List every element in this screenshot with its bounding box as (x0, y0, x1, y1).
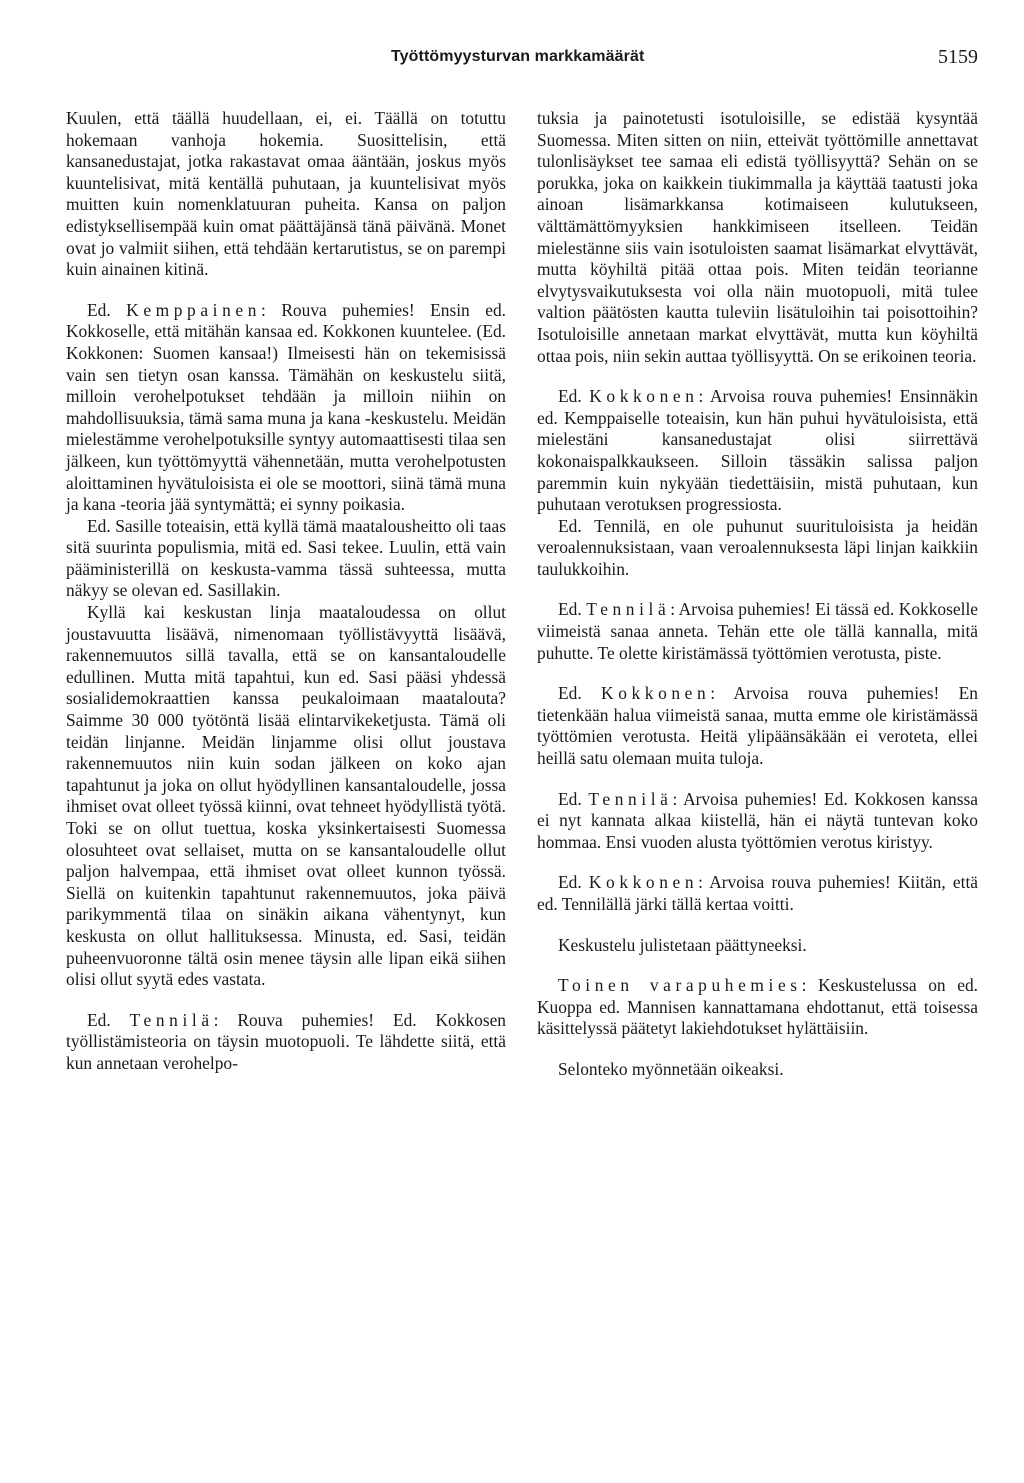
speech-prefix: Ed. (558, 872, 589, 893)
speaker-name: Toinen varapuhemies (558, 975, 802, 996)
page-number: 5159 (938, 46, 978, 68)
speaker-name: Kemppainen (126, 299, 262, 320)
speaker-name: Tennilä (129, 1009, 214, 1030)
speech-kokkonen (537, 386, 978, 516)
speech-prefix: Ed. (87, 299, 127, 320)
speaker-name: Kokkonen (601, 683, 711, 704)
speech-text: : Arvoisa rouva puhemies! Kiitän, että ed. Tennilällä järki tällä kertaa voitti. (537, 872, 979, 914)
speech-kokkonen (537, 683, 978, 769)
speech-prefix: Ed. (558, 788, 589, 809)
speech-tennila (66, 1010, 506, 1075)
speech-kemppainen (66, 300, 506, 516)
speaker-name: Kokkonen (589, 386, 699, 407)
page-header (0, 48, 1024, 74)
speaker-name: Kokkonen (588, 872, 699, 893)
speech-text: : Arvoisa rouva puhemies! En tietenkään halua viimeistä sanaa, mutta emme ole kiristämässä työttömien verotusta. Heitä ylipäänsäkään ei veroteta, ellei heillä satu olemaan muita tuloja. (537, 683, 978, 769)
speech-prefix: Ed. (87, 1009, 130, 1030)
paragraph: Ed. Tennilä, en ole puhunut suurituloisista ja heidän veroalennuksistaan, vaan veroalennuksesta läpi linjan kaikkiin taulukkoihin. (537, 515, 978, 579)
speaker-name: Tennilä (588, 788, 673, 809)
left-column (66, 108, 506, 1075)
speech-text: : Arvoisa puhemies! Ed. Kokkosen kanssa ei nyt kannata alkaa kiistellä, hän ei näytä tuntevan koko hommaa. Ensi vuoden alusta työttömien verotus kiristyy. (537, 788, 978, 852)
speech-text: : Keskustelussa on ed. Kuoppa ed. Mannisen kannattamana ehdottanut, että toisessa käsittelyssä päätetyt lakiehdotukset hylättäisiin. (537, 975, 978, 1039)
paragraph: Ed. Sasille toteaisin, että kyllä tämä maatalousheitto oli taas sitä suurinta populismia, mitä ed. Sasi tekee. Luulin, että vain pääministerillä on keskusta-vamma tässä suhteessa, mutta näkyy se olevan ed. Sasillakin. (66, 515, 506, 601)
right-column (537, 108, 978, 1081)
paragraph: tuksia ja painotetusti isotuloisille, se edistää kysyntää Suomessa. Miten sitten on niin, etteivät työttömille annettavat tulonlisäykset tee samaa eli edistä työllisyyttä? Sehän on se porukka, joka on kaikkein tiukimmalla ja käyttää taatusti joka ainoan lisämarkkansa kotimaiseen kulutukseen, välttämättömyyksien hankkimiseen itselleen. Teidän mielestänne siis vain isotuloisten saamat lisämarkat elvyttävät, mutta köyhiltä pitää ottaa pois. Miten teidän teorianne elvytysvaikutuksesta voi olla näin muotopuoli, mitä tulee valtion päätösten kautta tuleviin lisätuloihin tai poisottoihin? Isotuloisille annetaan markat elvyttävät, mutta kun köyhiltä ottaa pois, niin sekin auttaa työllisyyttä. On se erikoinen teoria. (537, 108, 978, 366)
speech-chair (537, 975, 978, 1040)
speech-tennila (537, 599, 978, 664)
speech-prefix: Ed. (558, 683, 602, 704)
speech-text: : Arvoisa puhemies! Ei tässä ed. Kokkoselle viimeistä sanaa anneta. Tehän ette ole tällä kannalla, mitä puhutte. Te olette kiristämässä työttömien verotusta, piste. (537, 599, 978, 663)
paragraph: Keskustelu julistetaan päättyneeksi. (558, 934, 807, 955)
paragraph: Selonteko myönnetään oikeaksi. (558, 1058, 784, 1079)
speech-kokkonen (537, 872, 978, 915)
speech-tennila (537, 789, 978, 854)
running-title: Työttömyysturvan markkamäärät (391, 48, 645, 65)
speech-prefix: Ed. (558, 599, 587, 620)
speech-text: : Rouva puhemies! Ensin ed. Kokkoselle, että mitähän kansaa ed. Kokkonen kuuntelee. (Ed. Kokkonen: Suomen kansaa!) Ilmeisesti hän on tekemisissä vain sen tietyn osan kanssa. Tämähän on keskustelu siitä, milloin verohelpotukset tehdään ja milloin niihin on mahdollisuuksia, tämä sama muna ja kana -keskustelu. Meidän mielestämme verohelpotuksille syntyy automaattisesti tilaa sen jälkeen, kun työttömyyttä vähennetään, mutta verohelpotusten aloittaminen hyvätuloisista ei ole se moottori, siinä tämä muna ja kana -teoria jää syntymättä; ei synny poikasia. (66, 299, 506, 515)
speech-text: : Rouva puhemies! Ed. Kokkosen työllistämisteoria on täysin muotopuoli. Te lähdette siitä, että kun annetaan verohelpo- (66, 1009, 506, 1073)
paragraph: Kuulen, että täällä huudellaan, ei, ei. Täällä on totuttu hokemaan vanhoja hokemia. Suosittelisin, että kansanedustajat, jotka rakastavat omaa ääntään, joskus myös kuuntelisivat, mitä kentällä puhutaan, ja kuuntelisivat myös muitten kuin nomenklatuuran puheita. Kansa on paljon edistyksellisempää kuin omat päättäjänsä tänä päivänä. Monet ovat jo valmiit siihen, että tehdään kertarutistus, se on parempi kuin ainainen kitinä. (66, 108, 506, 280)
paragraph: Kyllä kai keskustan linja maataloudessa on ollut joustavuutta lisäävä, nimenomaan työllistävyyttä lisäävä, rakennemuutos sillä tavalla, että se on kansantaloudelle edullinen. Mutta mitä tapahtui, kun ed. Sasi pääsi yhdessä sosialidemokraattien kanssa peukaloimaan maatalouta? Saimme 30 000 työtöntä lisää elintarvikeketjusta. Tämä oli teidän linjanne. Meidän linjamme olisi ollut joustava rakennemuutos niin kuin sodan jälkeen on koko ajan tapahtunut ja joka on ollut hyödyllinen kansantaloudelle, jossa ihmiset ovat olleet työssä kiinni, ovat tehneet hyödyllistä työtä. Toki se on ollut tuettua, koska yksinkertaisesti Suomessa olosuhteet ovat sellaiset, mutta on se kansantaloudelle ollut paljon halvempaa, että ihmiset ovat olleet kunnon työssä. Siellä on kuitenkin tapahtunut rakennemuutos, joka päivä parikymmentä tilaa on sinäkin aikana vähentynyt, kun keskusta on ollut hallituksessa. Minusta, ed. Sasi, teidän puheenvuoronne tältä osin menee täysin alle lipan eikä siihen olisi ollut syytä edes vastata. (66, 602, 506, 990)
speech-text: : Arvoisa rouva puhemies! Ensinnäkin ed. Kemppaiselle toteaisin, kun hän puhui hyvätuloisista, että mielestäni kansanedustajat olisi siirrettävä kokonaispalkkaukseen. Silloin tässäkin salissa paljon paremmin kuin nykyään tiedettäisiin, mistä puhutaan, kun puhutaan verotuksen progressiosta. (537, 386, 979, 515)
speech-prefix: Ed. (558, 386, 590, 407)
speaker-name: Tennilä (586, 599, 671, 620)
